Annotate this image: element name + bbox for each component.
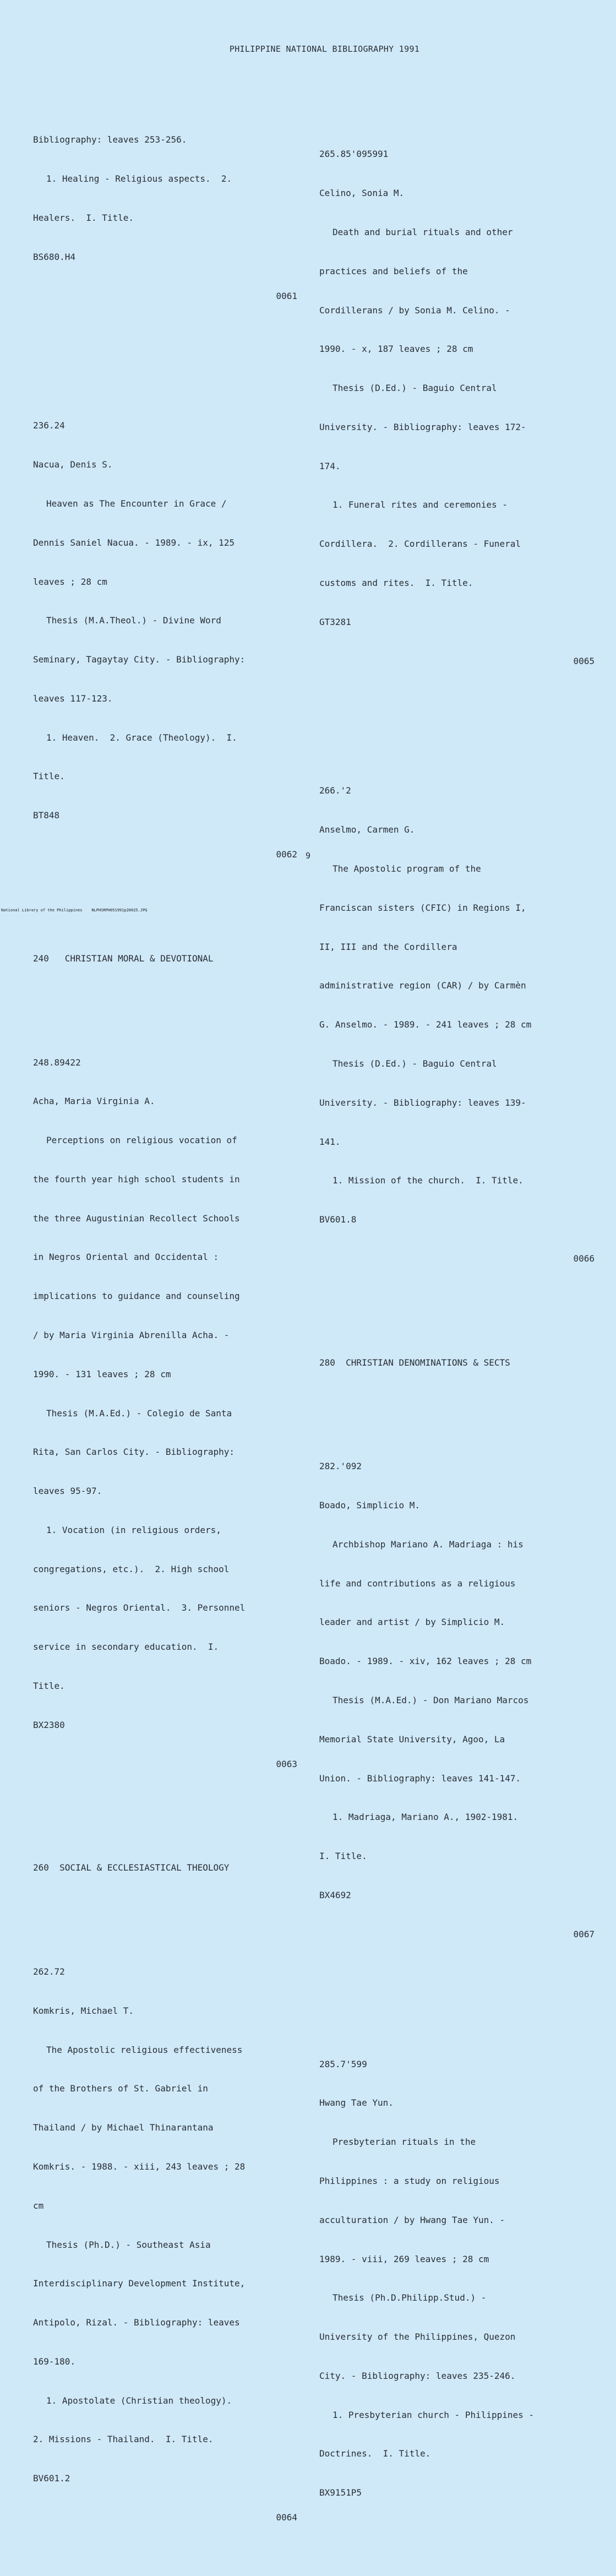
entry-line: Antipolo, Rizal. - Bibliography: leaves	[33, 2317, 240, 2328]
entry-line: Bibliography: leaves 253-256.	[33, 134, 187, 145]
entry-line: 141.	[319, 1136, 341, 1147]
right-column	[319, 96, 595, 2551]
entry-line: Heaven as The Encounter in Grace /	[46, 498, 227, 509]
call-number: BV601.8	[319, 1214, 357, 1225]
page-header: PHILIPPINE NATIONAL BIBLIOGRAPHY 1991	[229, 44, 420, 54]
entry-line: life and contributions as a religious	[319, 1578, 516, 1589]
entry-line: II, III and the Cordillera	[319, 941, 457, 952]
entry-line: Cordillera. 2. Cordillerans - Funeral	[319, 539, 521, 550]
entry-line: customs and rites. I. Title.	[319, 577, 473, 588]
entry-0061	[33, 107, 297, 328]
entry-line: The Apostolic religious effectiveness	[46, 2044, 243, 2055]
entry-line: Boado. - 1989. - xiv, 162 leaves ; 28 cm	[319, 1656, 532, 1667]
entry-0068	[319, 2031, 595, 2525]
author: Celino, Sonia M.	[319, 188, 405, 199]
entry-line: 2. Missions - Thailand. I. Title.	[33, 2434, 214, 2445]
entry-line: 1. Heaven. 2. Grace (Theology). I.	[46, 732, 237, 743]
class-number: 262.72	[33, 1966, 65, 1977]
entry-line: Thesis (M.A.Ed.) - Colegio de Santa	[46, 1407, 232, 1419]
page-number: 9	[305, 851, 311, 861]
entry-line: 169-180.	[33, 2356, 76, 2367]
class-number: 282.'092	[319, 1461, 362, 1472]
entry-line: City. - Bibliography: leaves 235-246.	[319, 2370, 516, 2381]
entry-number: 0061	[276, 290, 297, 301]
entry-line: administrative region (CAR) / by Carmèn	[319, 980, 526, 991]
entry-line: Dennis Saniel Nacua. - 1989. - ix, 125	[33, 537, 235, 548]
entry-line: Death and burial rituals and other	[332, 226, 513, 237]
entry-line: cm	[33, 2200, 44, 2211]
entry-line: 1. Apostolate (Christian theology).	[46, 2395, 232, 2406]
entry-line: acculturation / by Hwang Tae Yun. -	[319, 2214, 505, 2225]
entry-line: leader and artist / by Simplicio M.	[319, 1617, 505, 1628]
entry-line: Philippines : a study on religious	[319, 2176, 500, 2186]
entry-line: 1. Madriaga, Mariano A., 1902-1981.	[332, 1812, 519, 1823]
entry-line: Thesis (Ph.D.) - Southeast Asia	[46, 2239, 211, 2250]
entry-line: Seminary, Tagaytay City. - Bibliography:	[33, 654, 246, 665]
author: Komkris, Michael T.	[33, 2005, 134, 2016]
author: Acha, Maria Virginia A.	[33, 1096, 155, 1107]
call-number: GT3281	[319, 616, 351, 627]
entry-line: of the Brothers of St. Gabriel in	[33, 2083, 208, 2094]
entry-line: service in secondary education. I.	[33, 1642, 219, 1653]
entry-line: Interdisciplinary Development Institute,	[33, 2278, 246, 2289]
entry-0067	[319, 1434, 595, 1966]
entry-number: 0065	[573, 655, 595, 666]
entry-line: University. - Bibliography: leaves 139-	[319, 1097, 526, 1108]
entry-line: Thesis (Ph.D.Philipp.Stud.) -	[332, 2292, 487, 2303]
entry-line: Komkris. - 1988. - xiii, 243 leaves ; 28	[33, 2161, 246, 2172]
entry-line: practices and beliefs of the	[319, 265, 468, 276]
entry-line: The Apostolic program of the	[332, 863, 481, 874]
entry-line: Thesis (D.Ed.) - Baguio Central	[332, 1058, 497, 1069]
class-number: 285.7'599	[319, 2058, 367, 2069]
entry-line: Doctrines. I. Title.	[319, 2448, 431, 2459]
entry-line: Title.	[33, 1681, 65, 1692]
entry-line: 1. Healing - Religious aspects. 2.	[46, 173, 232, 184]
entry-0064	[33, 1939, 297, 2550]
call-number: BX9151P5	[319, 2487, 362, 2498]
entry-line: congregations, etc.). 2. High school	[33, 1563, 230, 1574]
entry-number: 0067	[573, 1928, 595, 1939]
entry-line: Union. - Bibliography: leaves 141-147.	[319, 1773, 521, 1784]
section-heading: 240 CHRISTIAN MORAL & DEVOTIONAL	[33, 953, 214, 964]
author: Boado, Simplicio M.	[319, 1500, 421, 1511]
left-column	[33, 81, 297, 2576]
entry-0065	[319, 122, 595, 693]
entry-line: 1990. - 131 leaves ; 28 cm	[33, 1368, 171, 1379]
entry-line: Title.	[33, 771, 65, 782]
call-number: BT848	[33, 810, 60, 821]
entry-line: 1. Mission of the church. I. Title.	[332, 1175, 524, 1186]
entry-line: University of the Philippines, Quezon	[319, 2332, 516, 2343]
class-number: 248.89422	[33, 1057, 81, 1068]
entry-line: University. - Bibliography: leaves 172-	[319, 421, 526, 432]
entry-line: Thesis (M.A.Theol.) - Divine Word	[46, 615, 221, 626]
call-number: BX4692	[319, 1889, 351, 1900]
entry-line: 174.	[319, 460, 341, 471]
entry-number: 0062	[276, 849, 297, 860]
entry-line: Thesis (D.Ed.) - Baguio Central	[332, 383, 497, 394]
entry-line: leaves 117-123.	[33, 693, 113, 704]
entry-line: Rita, San Carlos City. - Bibliography:	[33, 1447, 235, 1458]
entry-line: 1990. - x, 187 leaves ; 28 cm	[319, 344, 473, 355]
entry-line: leaves ; 28 cm	[33, 576, 107, 587]
author: Nacua, Denis S.	[33, 459, 113, 470]
class-number: 265.85'095991	[319, 149, 389, 160]
entry-line: Franciscan sisters (CFIC) in Regions I,	[319, 902, 526, 913]
entry-line: / by Maria Virginia Abrenilla Acha. -	[33, 1330, 230, 1340]
entry-line: 1. Vocation (in religious orders,	[46, 1524, 221, 1535]
entry-0066	[319, 758, 595, 1291]
entry-line: the fourth year high school students in	[33, 1173, 240, 1184]
author: Anselmo, Carmen G.	[319, 824, 415, 835]
entry-line: Perceptions on religious vocation of	[46, 1135, 237, 1146]
entry-line: Archbishop Mariano A. Madriaga : his	[332, 1539, 524, 1550]
entry-line: Thailand / by Michael Thinarantana	[33, 2122, 214, 2133]
call-number: BV601.2	[33, 2473, 70, 2484]
entry-line: seniors - Negros Oriental. 3. Personnel	[33, 1602, 246, 1613]
entry-line: G. Anselmo. - 1989. - 241 leaves ; 28 cm	[319, 1019, 532, 1030]
entry-line: I. Title.	[319, 1851, 367, 1862]
entry-0062	[33, 393, 297, 887]
entry-line: Healers. I. Title.	[33, 212, 134, 223]
entry-line: Presbyterian rituals in the	[332, 2137, 476, 2148]
entry-line: 1989. - viii, 269 leaves ; 28 cm	[319, 2253, 489, 2264]
entry-line: Memorial State University, Agoo, La	[319, 1733, 505, 1744]
entry-line: Thesis (M.A.Ed.) - Don Mariano Marcos	[332, 1695, 529, 1706]
class-number: 266.'2	[319, 785, 351, 796]
entry-line: implications to guidance and counseling	[33, 1291, 240, 1302]
call-number: BX2380	[33, 1719, 65, 1730]
entry-line: Cordillerans / by Sonia M. Celino. -	[319, 305, 510, 316]
section-heading: 280 CHRISTIAN DENOMINATIONS & SECTS	[319, 1357, 510, 1368]
entry-line: the three Augustinian Recollect Schools	[33, 1213, 240, 1224]
entry-number: 0063	[276, 1758, 297, 1769]
section-heading: 260 SOCIAL & ECCLESIASTICAL THEOLOGY	[33, 1862, 230, 1873]
entry-number: 0064	[276, 2512, 297, 2523]
entry-line: 1. Funeral rites and ceremonies -	[332, 499, 508, 510]
entry-0063	[33, 1030, 297, 1796]
call-number: BS680.H4	[33, 251, 76, 262]
class-number: 236.24	[33, 420, 65, 431]
entry-number: 0066	[573, 1253, 595, 1264]
entry-line: in Negros Oriental and Occidental :	[33, 1252, 219, 1263]
scan-footer: National Library of the Philippines NLPHSRPH051991p20025.JPG	[1, 908, 148, 912]
entry-line: 1. Presbyterian church - Philippines -	[332, 2409, 535, 2420]
author: Hwang Tae Yun.	[319, 2097, 394, 2108]
entry-line: leaves 95-97.	[33, 1486, 102, 1497]
